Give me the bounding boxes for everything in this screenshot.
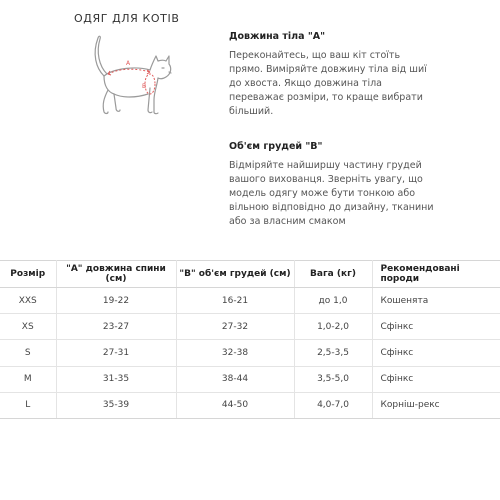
length-description bbox=[229, 49, 449, 119]
weight-cell: до 1,0 bbox=[294, 288, 372, 314]
length-line: до хвоста. Якщо довжина тіла bbox=[229, 78, 383, 89]
table-row bbox=[0, 366, 500, 392]
table-header-row bbox=[0, 261, 500, 288]
chest-cell: 32-38 bbox=[176, 340, 294, 366]
chest-heading: Об'єм грудей "В" bbox=[229, 141, 323, 152]
breeds-cell: Сфінкс bbox=[372, 340, 500, 366]
breeds-cell: Корніш-рекс bbox=[372, 392, 500, 418]
page-title: ОДЯГ ДЛЯ КОТІВ bbox=[74, 12, 180, 25]
label-b: B bbox=[142, 83, 147, 90]
label-a: A bbox=[126, 60, 131, 67]
weight-cell: 3,5-5,0 bbox=[294, 366, 372, 392]
length-line: Переконайтесь, що ваш кіт стоїть bbox=[229, 50, 401, 61]
chest-line: вашого вихованця. Зверніть увагу, що bbox=[229, 174, 423, 185]
size-cell: L bbox=[0, 392, 56, 418]
table-row bbox=[0, 288, 500, 314]
chest-line: модель одягу може бути тонкою або bbox=[229, 188, 416, 199]
column-header: "В" об'єм грудей (см) bbox=[176, 261, 294, 288]
size-table bbox=[0, 260, 500, 419]
table-row bbox=[0, 392, 500, 418]
breeds-cell: Сфінкс bbox=[372, 366, 500, 392]
size-cell: XS bbox=[0, 314, 56, 340]
chest-section bbox=[229, 141, 449, 229]
column-header: Розмір bbox=[0, 261, 56, 288]
chest-description bbox=[229, 159, 449, 229]
weight-cell: 2,5-3,5 bbox=[294, 340, 372, 366]
table-row bbox=[0, 314, 500, 340]
weight-cell: 1,0-2,0 bbox=[294, 314, 372, 340]
breeds-cell: Кошенята bbox=[372, 288, 500, 314]
back-length-cell: 31-35 bbox=[56, 366, 176, 392]
length-section bbox=[229, 31, 449, 119]
length-line: прямо. Виміряйте довжину тіла від шиї bbox=[229, 64, 427, 75]
table-row bbox=[0, 340, 500, 366]
back-length-cell: 35-39 bbox=[56, 392, 176, 418]
weight-cell: 4,0-7,0 bbox=[294, 392, 372, 418]
size-cell: M bbox=[0, 366, 56, 392]
chest-cell: 38-44 bbox=[176, 366, 294, 392]
size-cell: XXS bbox=[0, 288, 56, 314]
chest-cell: 44-50 bbox=[176, 392, 294, 418]
length-heading: Довжина тіла "А" bbox=[229, 31, 326, 42]
length-line: переважає розміри, то краще вибрати bbox=[229, 92, 423, 103]
length-line: більший. bbox=[229, 106, 274, 117]
cat-measurement-icon bbox=[74, 28, 184, 128]
chest-line: Відміряйте найширшу частину грудей bbox=[229, 160, 422, 171]
chest-cell: 16-21 bbox=[176, 288, 294, 314]
chest-cell: 27-32 bbox=[176, 314, 294, 340]
column-header: Рекомендовані породи bbox=[372, 261, 500, 288]
breeds-cell: Сфінкс bbox=[372, 314, 500, 340]
back-length-cell: 19-22 bbox=[56, 288, 176, 314]
chest-line: вільною відповідно до дизайну, тканини bbox=[229, 202, 434, 213]
column-header: "А" довжина спини (см) bbox=[56, 261, 176, 288]
back-length-cell: 27-31 bbox=[56, 340, 176, 366]
column-header: Вага (кг) bbox=[294, 261, 372, 288]
size-cell: S bbox=[0, 340, 56, 366]
chest-line: або за власним смаком bbox=[229, 216, 346, 227]
back-length-cell: 23-27 bbox=[56, 314, 176, 340]
